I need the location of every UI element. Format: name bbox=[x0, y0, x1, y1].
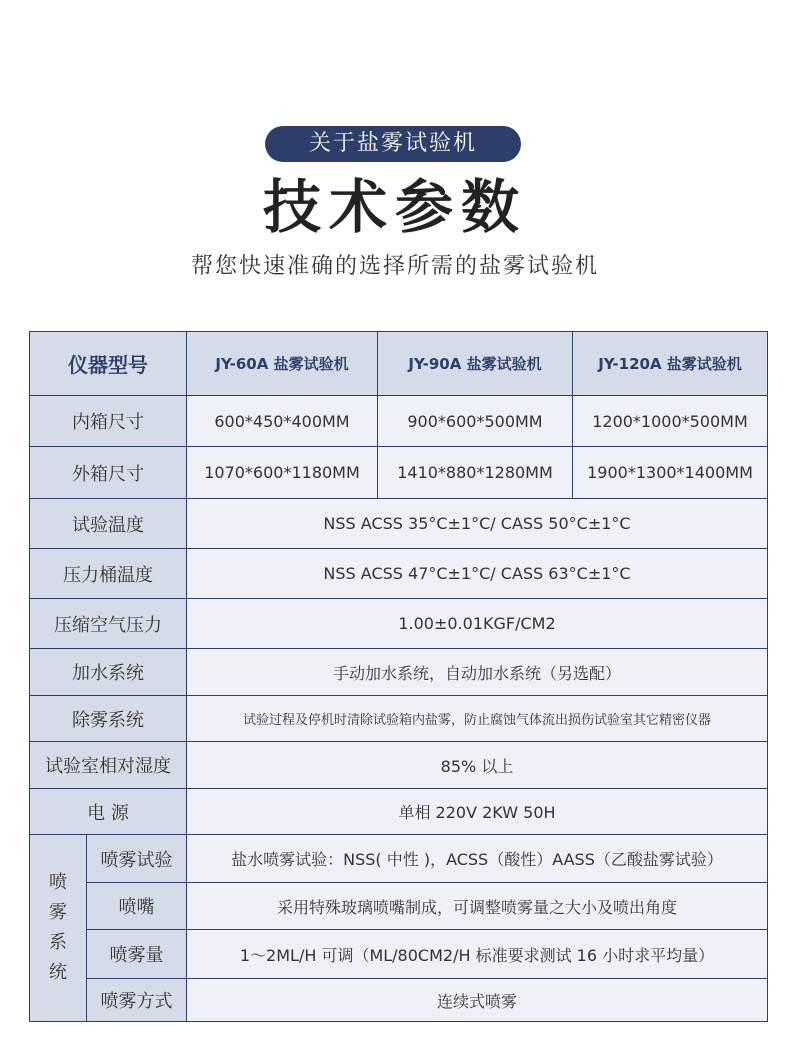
row-label: 喷雾方式 bbox=[87, 979, 187, 1022]
table-cell: 连续式喷雾 bbox=[187, 979, 768, 1022]
table-row-spray-mode bbox=[30, 979, 768, 1022]
table-cell: 1200*1000*500MM bbox=[573, 396, 768, 447]
table-cell: 采用特殊玻璃喷嘴制成，可调整喷雾量之大小及喷出角度 bbox=[187, 883, 768, 930]
table-row-header bbox=[30, 332, 768, 396]
table-cell: 1.00±0.01KGF/CM2 bbox=[187, 599, 768, 649]
header-label: 仪器型号 bbox=[30, 332, 187, 396]
row-label: 喷雾试验 bbox=[87, 835, 187, 883]
row-label: 加水系统 bbox=[30, 649, 187, 696]
table-cell: NSS ACSS 47°C±1°C/ CASS 63°C±1°C bbox=[187, 549, 768, 599]
model-header-120a: JY-120A 盐雾试验机 bbox=[573, 332, 768, 396]
table-row-barrel-temp bbox=[30, 549, 768, 599]
page-title: 技术参数 bbox=[262, 173, 527, 241]
table-cell: 900*600*500MM bbox=[378, 396, 573, 447]
row-label: 内箱尺寸 bbox=[30, 396, 187, 447]
table-cell: 1～2ML/H 可调（ML/80CM2/H 标准要求测试 16 小时求平均量） bbox=[187, 930, 768, 979]
table-row-spray-volume bbox=[30, 930, 768, 979]
model-header-90a: JY-90A 盐雾试验机 bbox=[378, 332, 573, 396]
group-char: 雾 bbox=[49, 902, 67, 923]
group-char: 统 bbox=[49, 962, 67, 983]
table-cell: 85% 以上 bbox=[187, 742, 768, 789]
row-label: 试验温度 bbox=[30, 499, 187, 549]
table-row-power bbox=[30, 789, 768, 835]
table-row-nozzle bbox=[30, 883, 768, 930]
row-label: 压缩空气压力 bbox=[30, 599, 187, 649]
table-cell: 盐水喷雾试验：NSS( 中性 )，ACSS（酸性）AASS（乙酸盐雾试验） bbox=[187, 835, 768, 883]
table-row-spray-test bbox=[30, 835, 768, 883]
table-cell: 试验过程及停机时清除试验箱内盐雾，防止腐蚀气体流出损伤试验室其它精密仪器 bbox=[187, 696, 768, 742]
row-label: 电 源 bbox=[30, 789, 187, 835]
table-row-air-pressure bbox=[30, 599, 768, 649]
table-row-defog-system bbox=[30, 696, 768, 742]
section-badge: 关于盐雾试验机 bbox=[265, 126, 521, 162]
row-label: 喷嘴 bbox=[87, 883, 187, 930]
table-cell: NSS ACSS 35°C±1°C/ CASS 50°C±1°C bbox=[187, 499, 768, 549]
table-row-inner-size bbox=[30, 396, 768, 447]
table-row-test-temp bbox=[30, 499, 768, 549]
row-label: 试验室相对湿度 bbox=[30, 742, 187, 789]
row-label: 压力桶温度 bbox=[30, 549, 187, 599]
row-label: 除雾系统 bbox=[30, 696, 187, 742]
group-char: 喷 bbox=[49, 872, 67, 893]
table-cell: 1900*1300*1400MM bbox=[573, 447, 768, 499]
row-label: 外箱尺寸 bbox=[30, 447, 187, 499]
spec-table bbox=[29, 331, 768, 1022]
table-row-outer-size bbox=[30, 447, 768, 499]
table-cell: 1410*880*1280MM bbox=[378, 447, 573, 499]
page-subtitle: 帮您快速准确的选择所需的盐雾试验机 bbox=[190, 254, 599, 279]
table-row-humidity bbox=[30, 742, 768, 789]
row-label: 喷雾量 bbox=[87, 930, 187, 979]
table-cell: 1070*600*1180MM bbox=[187, 447, 378, 499]
spray-system-group-label bbox=[30, 835, 87, 1022]
table-cell: 手动加水系统，自动加水系统（另选配） bbox=[187, 649, 768, 696]
group-char: 系 bbox=[49, 932, 67, 953]
table-cell: 600*450*400MM bbox=[187, 396, 378, 447]
table-cell: 单相 220V 2KW 50H bbox=[187, 789, 768, 835]
model-header-60a: JY-60A 盐雾试验机 bbox=[187, 332, 378, 396]
table-row-water-system bbox=[30, 649, 768, 696]
